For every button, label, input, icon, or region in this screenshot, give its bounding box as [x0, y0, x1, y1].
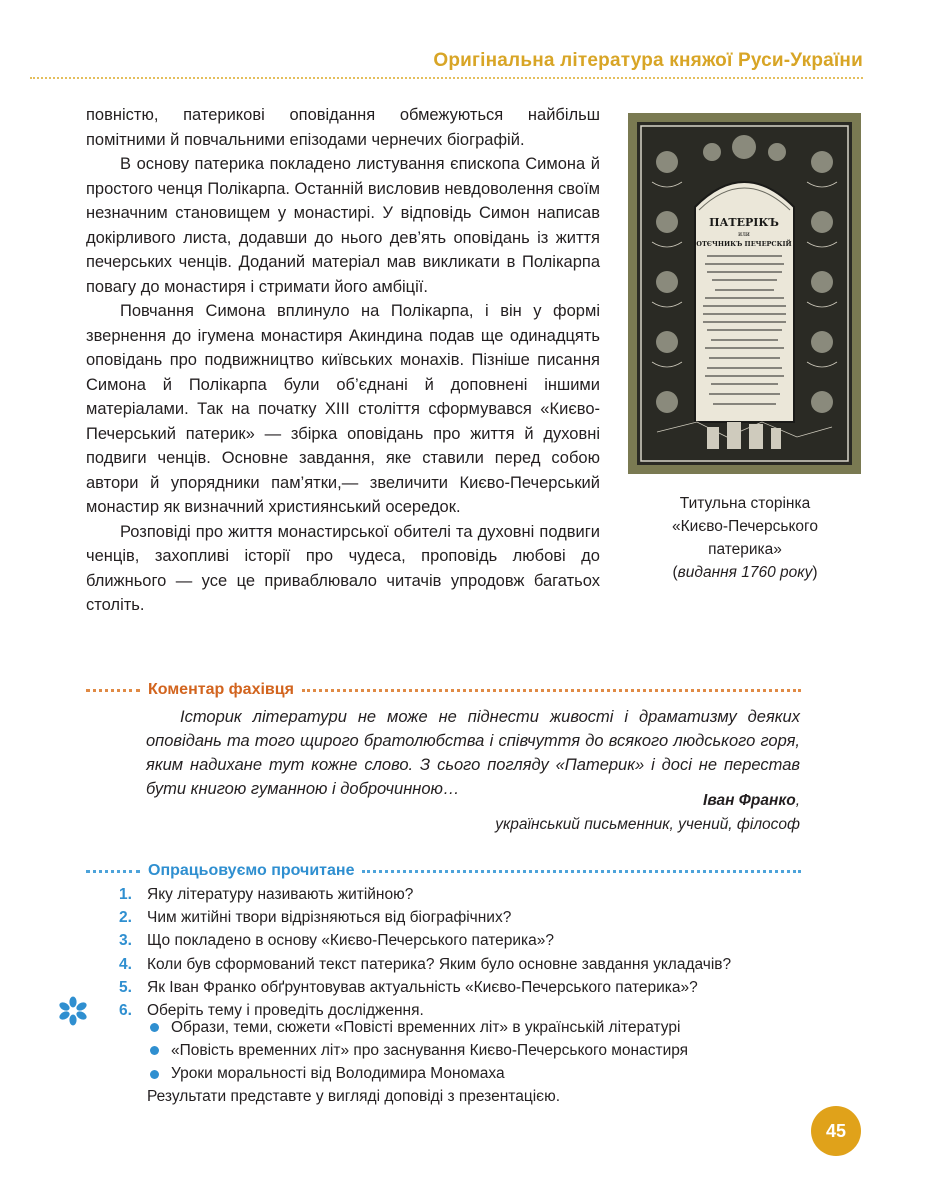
- page-number: 45: [811, 1106, 861, 1156]
- list-item: [150, 1016, 688, 1039]
- task-number: 3.: [119, 932, 132, 950]
- dotted-rule: [86, 870, 140, 873]
- main-text: [86, 103, 600, 618]
- task-number: 5.: [119, 978, 132, 996]
- task-item: [110, 929, 810, 952]
- task-number: 4.: [119, 955, 132, 973]
- task-text: Чим житійні твори відрізняються від біографічних?: [147, 909, 512, 927]
- task-text: Оберіть тему і проведіть дослідження.: [147, 1002, 424, 1020]
- quote-author-name: Іван Франко: [703, 792, 796, 809]
- tasks-heading: [86, 862, 801, 880]
- comment-heading-label: Коментар фахівця: [148, 681, 294, 698]
- quote-author-description: український письменник, учений, філософ: [495, 816, 800, 833]
- caption-line: патерика»: [708, 541, 782, 558]
- task-text: Яку літературу називають житійною?: [147, 886, 414, 903]
- quote-author-comma: ,: [795, 792, 800, 809]
- caption-paren: (: [672, 564, 678, 581]
- paragraph: Розповіді про життя монастирської обителі та духовні подвиги ченців, захопливі історії про чудеса, проповідь любові до ближнього — усе це приваблювало читачів упродовж багатьох століть.: [86, 522, 600, 614]
- dotted-rule: [362, 870, 801, 873]
- bullet-icon: [150, 1023, 159, 1032]
- task-number: 6.: [119, 1002, 132, 1020]
- bullet-icon: [150, 1070, 159, 1079]
- engraving-title: ПАТЕРІКЪ: [709, 216, 779, 229]
- expert-quote: Історик літератури не може не піднести живості і драматизму деяких оповідань та того щирого братолюбства і співчуття до всякого людського горя, яким надихане тут кожне слово. З сього погляду «Патерик» і досі не перестав бути книгою гуманною і доброчинною…: [146, 708, 800, 798]
- research-topics: [150, 1016, 688, 1086]
- comment-heading: [86, 681, 801, 699]
- results-instruction: Результати представте у вигляді доповіді з презентацією.: [147, 1088, 561, 1105]
- task-text: Коли був сформований текст патерика? Яким було основне завдання укладачів?: [147, 955, 732, 973]
- paragraph: Повчання Симона вплинуло на Полікарпа, і він у формі звернення до ігумена монастиря Акиндина подав ще одинадцять оповідань про подвижництво київських монахів. Пізніше писання Симона й Полікарпа були об’єднані й доповнені іншими матеріалами. Так на початку ХІІІ століття сформувався «Києво-Печерський патерик» — збірка оповідань про життя й духовні подвиги ченців. Основне завдання, яке ставили перед собою автори й упорядники пам’ятки,— звеличити Києво-Печерський монастир як визначний християнський осередок.: [86, 302, 600, 516]
- figure-caption: [640, 492, 850, 584]
- caption-line: Титульна сторінка: [679, 495, 811, 512]
- engraving-illustration: [637, 122, 852, 465]
- task-text: Як Іван Франко обґрунтовував актуальність «Києво-Печерського патерика»?: [147, 978, 698, 996]
- task-item: [110, 976, 810, 999]
- task-text: Що покладено в основу «Києво-Печерського патерика»?: [147, 932, 555, 950]
- header-title: Оригінальна література княжої Руси-України: [433, 50, 863, 71]
- task-item: [110, 906, 810, 929]
- task-number: 2.: [119, 909, 132, 927]
- topic-text: Уроки моральності від Володимира Мономаха: [171, 1065, 505, 1083]
- engraving-subtitle: или: [738, 231, 750, 238]
- engraving-subtitle: ОТЄЧНИКЪ ПЕЧЕРСКІЙ: [696, 240, 792, 248]
- caption-paren: ): [812, 564, 818, 581]
- bullet-icon: [150, 1046, 159, 1055]
- tasks-heading-label: Опрацьовуємо прочитане: [148, 862, 355, 879]
- dotted-rule: [86, 689, 140, 692]
- caption-edition: [640, 561, 850, 584]
- asterisk-flower-icon: [58, 996, 88, 1026]
- task-number: 1.: [119, 886, 132, 903]
- caption-line: «Києво-Печерського: [672, 518, 818, 535]
- list-item: [150, 1062, 688, 1085]
- header-rule: [30, 77, 863, 79]
- caption-edition-year: видання 1760 року: [677, 564, 813, 581]
- engraving-image: [637, 122, 852, 465]
- paragraph: В основу патерика покладено листування єпископа Симона й простого ченця Полікарпа. Останній висловив невдоволення своїм незначним становищем у монастирі. У відповідь Симон написав докірливого листа, додавши до нього дев’ять оповідань із життя печерських ченців. Доданий матеріал мав викликати в Полікарпа повагу до монастиря і стримати його амбіції.: [86, 155, 600, 296]
- topic-text: «Повість временних літ» про заснування Києво-Печерського монастиря: [171, 1042, 689, 1060]
- task-list: [110, 883, 810, 1022]
- paragraph: повністю, патерикові оповідання обмежуються найбільш помітними й повчальними епізодами чернечих біографій.: [86, 106, 600, 149]
- title-page-figure: [628, 113, 861, 474]
- task-item: [110, 953, 810, 976]
- topic-text: Образи, теми, сюжети «Повісті временних літ» в українській літературі: [171, 1019, 681, 1036]
- quote-attribution: [495, 789, 800, 837]
- task-item: [110, 883, 810, 906]
- dotted-rule: [302, 689, 801, 692]
- list-item: [150, 1039, 688, 1062]
